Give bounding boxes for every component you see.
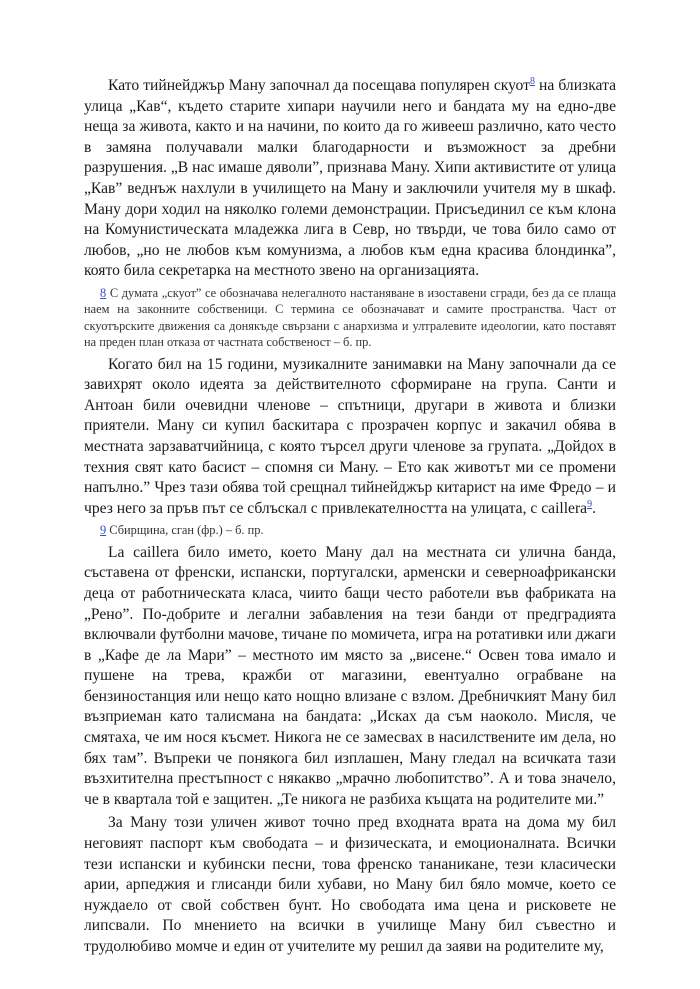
paragraph-caillera xyxy=(84,543,616,811)
paragraph-text: . xyxy=(592,499,597,517)
paragraph-band xyxy=(84,355,616,520)
footnote-text: Сбирщина, сган (фр.) – б. пр. xyxy=(106,523,264,538)
paragraph-freedom xyxy=(84,813,616,957)
footnote-ref-8[interactable]: 8 xyxy=(529,75,535,87)
footnote-ref-9[interactable]: 9 xyxy=(587,498,593,510)
paragraph-squat xyxy=(84,76,616,282)
footnote-8 xyxy=(84,285,616,351)
footnote-number[interactable]: 8 xyxy=(100,285,107,300)
footnote-text: С думата „скуот” се обозначава нелегалното настаняване в изоставени сгради, без да се плаща наем на законните собственици. С термина се обозначават и самите пространства. Част от скуотърските движения са донякъде свързани с анархизма и ултралевите идеологии, като поставят на преден план отказа от частната собственост – б. пр. xyxy=(84,285,616,350)
footnote-number[interactable]: 9 xyxy=(100,523,107,538)
paragraph-text: La caillera било името, което Ману дал на местната си улична банда, съставена от френски, испански, португалски, арменски и северноафрикански деца от работническата класа, чиито бащи често работели във фабриката на „Рено”. По-добрите и легални забавления на тези банди от предградията включвали футболни мачове, тичане по момичета, игра на ротативки или джаги в „Кафе де ла Мари” – местното им място за „висене.“ Освен това имало и пушене на трева, кражби от магазини, евентуално ограбване на бензиностанция или нещо като нощно влизане с взлом. Дребничкият Ману бил възприеман като талисмана на бандата: „Исках да съм наоколо. Мисля, че смятаха, че им нося късмет. Никога не се замесвах в насилствените им дела, но бях там”. Въпреки че понякога бил изплашен, Ману гледал на всичката тази възхитителна престъпност с някакво „мрачно любопитство”. А и това значело, че в квартала той е защитен. „Те никога не разбиха къщата на родителите ми.” xyxy=(84,543,616,808)
paragraph-text: Когато бил на 15 години, музикалните занимавки на Ману започнали да се завихрят около идеята за действителното сформиране на група. Санти и Антоан били очевидни членове – спътници, другари в живота и близки приятели. Ману си купил баскитара с прозрачен корпус и закачил обява в местната зарзаватчийница, с която търсел други членове за групата. „Дойдох в техния свят като басист – спомня си Ману. – Ето как животът ми се промени напълно.” Чрез тази обява той срещнал тийнейджър китарист на име Фредо – и чрез него за пръв път се сблъскал с привлекателността на улицата, с caillera xyxy=(84,355,616,517)
paragraph-text: За Ману този уличен живот точно пред входната врата на дома му бил неговият паспорт към свободата – и физическата, и емоционалната. Всички тези испански и кубински песни, това френско тананикане, тези класически арии, арпеджия и глисанди били хубави, но Ману бил бяло момче, което се нуждаело от свой собствен бунт. Но свободата има цена и рисковете не липсвали. По мнението на всички в училище Ману бил съвестно и трудолюбиво момче и един от учителите му решил да заяви на родителите му, xyxy=(84,814,616,955)
paragraph-text: Като тийнейджър Ману започнал да посещава популярен скуот xyxy=(108,77,530,94)
paragraph-text: на близката улица „Кав“, където старите хипари научили него и бандата му на едно-две неща за живота, както и на начини, по които да го живееш различно, като честo в замяна получавали малки благодарности и възможност за дребни разрушения. „В нас имаше дяволи”, признава Ману. Хипи активистите от улица „Кав” веднъж нахлули в училището на Ману и заключили учителя му в шкаф. Ману дори ходил на няколко големи демонстрации. Присъединил се към клона на Комунистическата младежка лига в Севр, но твърди, че това било само от любов, „но не любов към комунизма, а любов към една красива блондинка”, която била секретарка на местното звено на организацията. xyxy=(84,77,616,280)
footnote-9 xyxy=(84,522,616,538)
